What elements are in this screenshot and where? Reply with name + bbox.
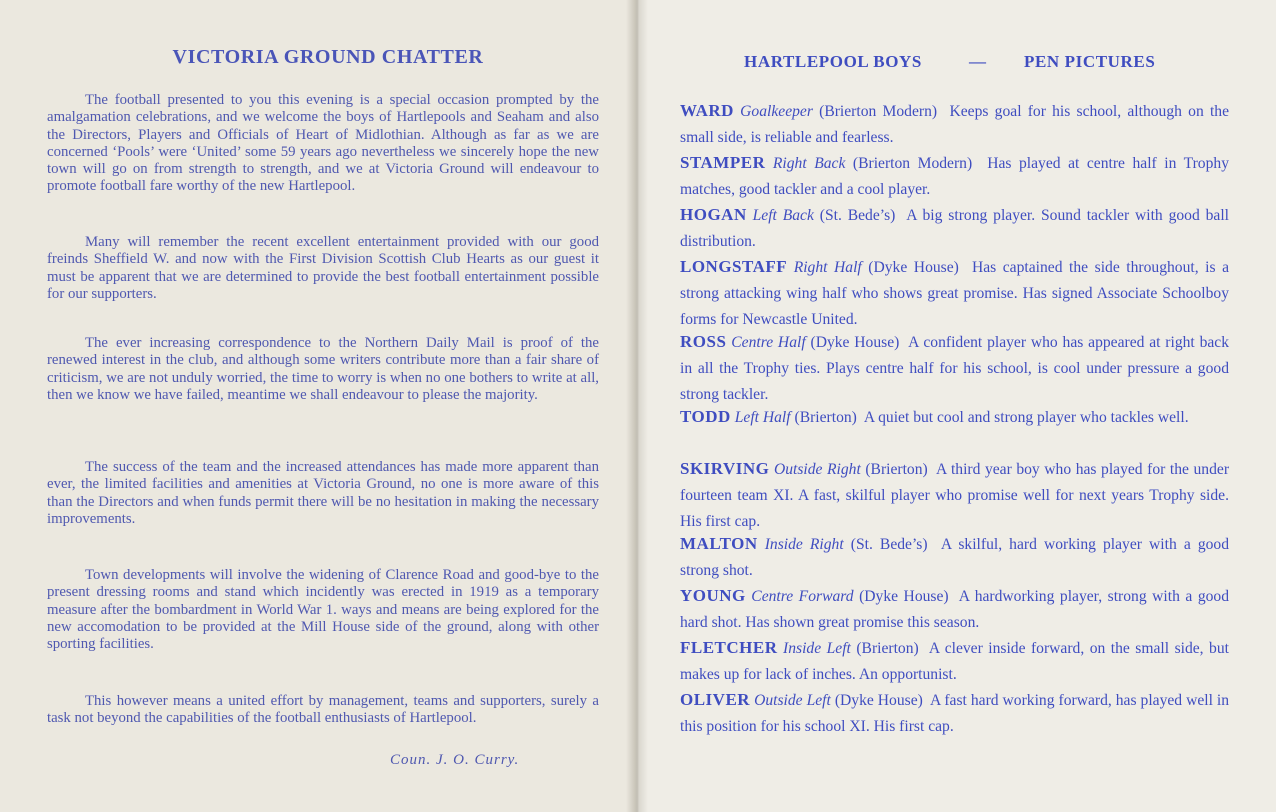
page-gutter bbox=[626, 0, 648, 812]
player-position: Goalkeeper bbox=[740, 103, 813, 120]
signature: Coun. J. O. Curry. bbox=[390, 752, 520, 768]
right-page-title-right: PEN PICTURES bbox=[1024, 52, 1156, 71]
chatter-paragraph-2: Many will remember the recent excellent entertainment provided with our good freinds Sheffield W. and now with the First Division Scottish Club Hearts as our guest it must be apparent that we are determined to provide the best football entertainment possible for our supporters. bbox=[47, 234, 599, 302]
player-position: Inside Right bbox=[764, 536, 844, 553]
left-page bbox=[0, 0, 636, 812]
player-entry-malton bbox=[680, 531, 1229, 584]
player-description: A third year boy who has played for the under fourteen team XI. A fast, skilful player who promise well for next years Trophy side. His first cap. bbox=[680, 461, 1230, 530]
player-entry-longstaff bbox=[680, 254, 1229, 333]
chatter-paragraph-6: This however means a united effort by management, teams and supporters, surely a task not beyond the capabilities of the football enthusiasts of Hartlepool. bbox=[47, 693, 599, 727]
player-description: Has captained the side throughout, is a strong attacking wing half who shows great promise. Has signed Associate Schoolboy forms for Newcastle United. bbox=[680, 259, 1230, 328]
right-page-title-left: HARTLEPOOL BOYS bbox=[744, 52, 922, 71]
player-entry-todd bbox=[680, 404, 1229, 431]
player-entry-oliver bbox=[680, 687, 1229, 740]
player-description: A fast hard working forward, has played well in this position for his school XI. His first cap. bbox=[680, 692, 1230, 735]
player-entry-ross bbox=[680, 329, 1229, 408]
chatter-paragraph-1: The football presented to you this evening is a special occasion prompted by the amalgamation celebrations, and we welcome the boys of Hartlepools and Seaham and also the Directors, Players and Officials of Heart of Midlothian. Although as far as we are concerned ‘Pools’ were ‘United’ some 59 years ago nevertheless we sincerely hope the new town will go on from strength to strength, and we at Victoria Ground will endeavour to promote football fare worthy of the new Hartlepool. bbox=[47, 92, 599, 195]
player-school: (Dyke House) bbox=[834, 692, 923, 709]
player-description: A quiet but cool and strong player who tackles well. bbox=[863, 409, 1189, 426]
player-position: Centre Forward bbox=[751, 588, 854, 605]
player-school: (Dyke House) bbox=[810, 334, 900, 351]
player-name: TODD bbox=[680, 407, 731, 426]
player-name: YOUNG bbox=[680, 586, 746, 605]
player-school: (St. Bede’s) bbox=[850, 536, 928, 553]
player-school: (Brierton) bbox=[794, 409, 857, 426]
player-school: (St. Bede’s) bbox=[819, 207, 896, 224]
player-school: (Brierton) bbox=[856, 640, 919, 657]
player-description: Keeps goal for his school, although on the small side, is reliable and fearless. bbox=[680, 103, 1229, 146]
chatter-paragraph-3: The ever increasing correspondence to the Northern Daily Mail is proof of the renewed interest in the club, and although some writers contribute more than a fair share of criticism, we are not unduly worried, the time to worry is when no one bothers to write at all, then we know we have failed, meantime we shall endeavour to please the majority. bbox=[47, 335, 599, 403]
player-school: (Dyke House) bbox=[868, 259, 959, 276]
player-name: OLIVER bbox=[680, 690, 751, 709]
player-position: Centre Half bbox=[731, 334, 806, 351]
chatter-paragraph-5: Town developments will involve the widening of Clarence Road and good-bye to the present dressing rooms and stand which incidently was erected in 1919 as a temporary measure after the bombardment in World War 1. ways and means are being explored for the new accomodation to be provided at the Mill House side of the ground, along with other sporting facilities. bbox=[47, 567, 599, 653]
player-position: Right Half bbox=[793, 259, 862, 276]
player-name: LONGSTAFF bbox=[680, 257, 788, 276]
player-description: A clever inside forward, on the small side, but makes up for lack of inches. An opportunist. bbox=[680, 640, 1229, 683]
player-entry-skirving bbox=[680, 456, 1229, 535]
player-position: Outside Right bbox=[773, 461, 861, 478]
player-name: SKIRVING bbox=[680, 459, 770, 478]
player-name: HOGAN bbox=[680, 205, 747, 224]
player-entry-ward bbox=[680, 98, 1229, 151]
player-description: A big strong player. Sound tackler with good ball distribution. bbox=[680, 207, 1230, 250]
player-school: (Brierton) bbox=[865, 461, 928, 478]
player-position: Right Back bbox=[772, 155, 846, 172]
player-entry-young bbox=[680, 583, 1229, 636]
player-position: Outside Left bbox=[754, 692, 831, 709]
chatter-paragraph-4: The success of the team and the increased attendances has made more apparent than ever, the limited facilities and amenities at Victoria Ground, no one is more aware of this than the Directors and when funds permit there will be no hesitation in making the necessary improvements. bbox=[47, 459, 599, 527]
right-page bbox=[636, 0, 1276, 812]
player-description: A skilful, hard working player with a good strong shot. bbox=[680, 536, 1230, 579]
player-entry-hogan bbox=[680, 202, 1229, 255]
player-name: FLETCHER bbox=[680, 638, 778, 657]
player-entry-stamper bbox=[680, 150, 1229, 203]
player-name: ROSS bbox=[680, 332, 727, 351]
player-name: WARD bbox=[680, 101, 734, 120]
player-position: Inside Left bbox=[783, 640, 851, 657]
player-name: STAMPER bbox=[680, 153, 766, 172]
right-page-title-dash: — bbox=[969, 52, 987, 71]
player-school: (Brierton Modern) bbox=[819, 103, 938, 120]
player-school: (Dyke House) bbox=[859, 588, 949, 605]
player-entry-fletcher bbox=[680, 635, 1229, 688]
player-position: Left Half bbox=[734, 409, 791, 426]
player-name: MALTON bbox=[680, 534, 758, 553]
player-school: (Brierton Modern) bbox=[852, 155, 973, 172]
left-page-title: VICTORIA GROUND CHATTER bbox=[172, 46, 484, 68]
player-description: Has played at centre half in Trophy matches, good tackler and a cool player. bbox=[680, 155, 1229, 198]
player-position: Left Back bbox=[752, 207, 814, 224]
player-description: A hardworking player, strong with a good hard shot. Has shown great promise this season. bbox=[680, 588, 1230, 631]
player-description: A confident player who has appeared at right back in all the Trophy ties. Plays centre half for his school, is cool under pressure a good strong tackler. bbox=[680, 334, 1230, 403]
